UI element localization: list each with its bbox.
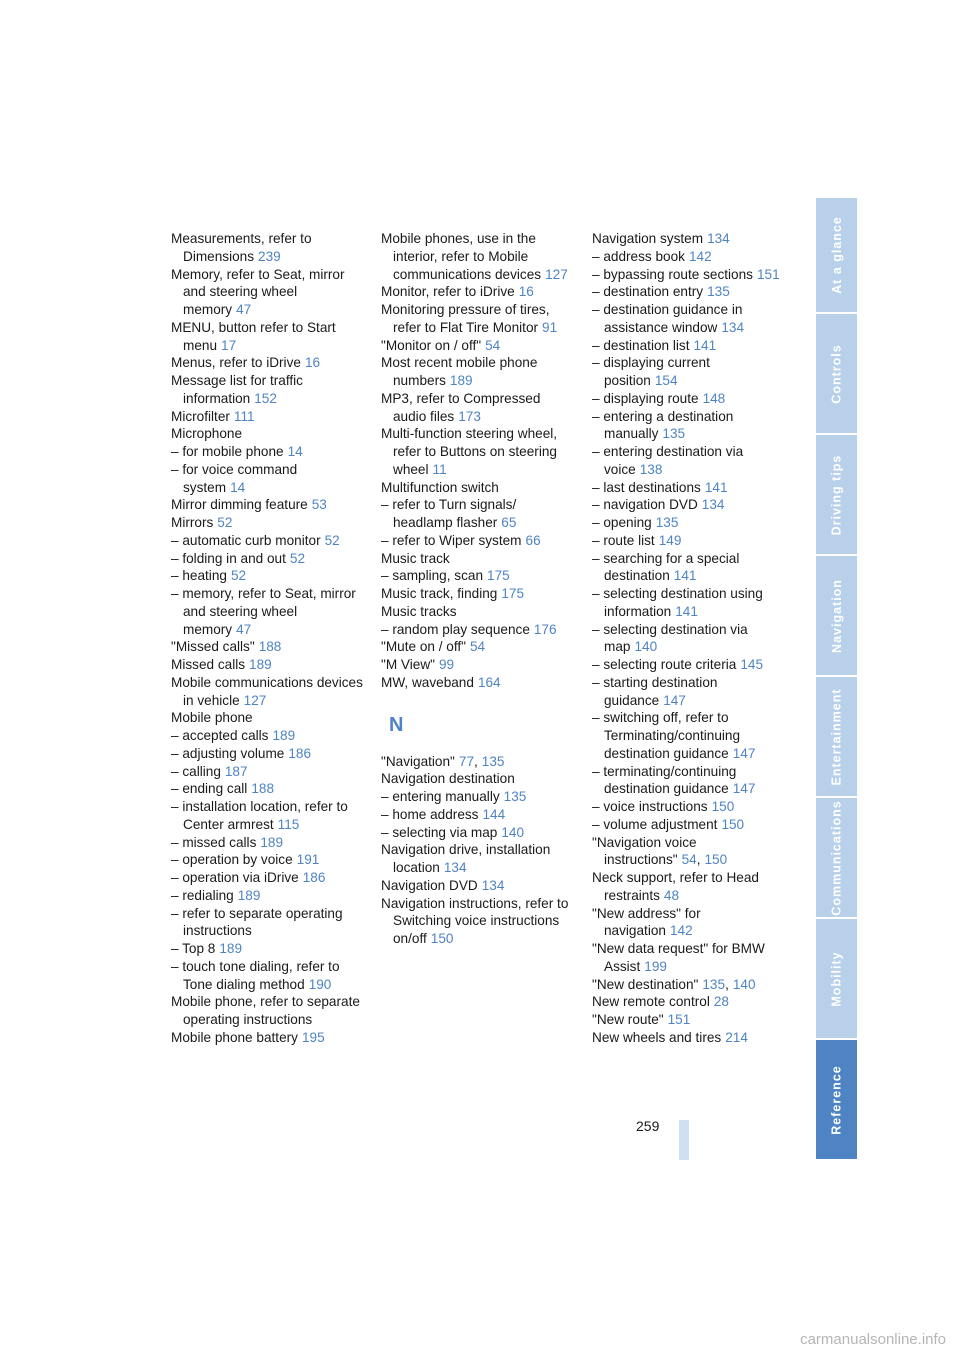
page-reference-link[interactable]: 189	[272, 728, 296, 743]
page-reference-link[interactable]: 138	[639, 461, 663, 477]
page-reference-link[interactable]: 186	[302, 870, 326, 885]
index-term: – redialing	[171, 887, 234, 903]
index-entry	[592, 443, 784, 479]
index-entry	[171, 408, 363, 426]
page-reference-link[interactable]: 135	[655, 515, 679, 530]
index-term: – destination entry	[592, 284, 704, 300]
page-reference-link[interactable]: 54	[469, 639, 486, 655]
index-entry	[171, 496, 363, 514]
page-reference-link[interactable]: 147	[732, 745, 756, 761]
page-reference-link[interactable]: 142	[688, 248, 712, 264]
tab-communications[interactable]: Communications	[816, 798, 857, 917]
index-term: Memory, refer to Seat, mirror and steering wheel memory	[171, 266, 345, 317]
index-entry	[381, 824, 573, 842]
index-entry	[592, 674, 784, 710]
index-entry	[381, 532, 573, 550]
page-reference-link[interactable]: 173	[458, 408, 481, 424]
index-term: – ending call	[171, 781, 248, 797]
index-term: "Navigation voice instructions"	[592, 834, 697, 868]
index-entry	[592, 656, 784, 674]
tab-controls[interactable]: Controls	[816, 314, 857, 433]
page-reference-link[interactable]: 188	[251, 781, 275, 797]
index-entry	[381, 479, 573, 497]
page-reference-link[interactable]: 191	[296, 852, 320, 868]
watermark: carmanualsonline.info	[800, 1331, 946, 1348]
index-entry	[592, 248, 784, 266]
index-entry	[171, 905, 363, 941]
page-reference-link[interactable]: 150	[721, 816, 745, 832]
index-term: Navigation destination	[381, 771, 515, 787]
page-reference-link[interactable]: 14	[230, 479, 246, 495]
index-entry	[592, 266, 784, 284]
index-entry	[381, 806, 573, 824]
index-term: Mobile phone battery	[171, 1029, 298, 1045]
page-reference-link[interactable]: 239	[258, 248, 281, 264]
index-term: New remote control	[592, 994, 710, 1010]
page-reference-link[interactable]: 164	[477, 674, 501, 690]
page-reference-link[interactable]: 145	[740, 657, 764, 672]
index-term: – address book	[592, 248, 685, 264]
index-entry	[171, 1029, 363, 1047]
index-entry	[171, 834, 363, 852]
page-reference-link[interactable]: 141	[673, 568, 697, 584]
index-entry	[381, 337, 573, 355]
page-reference-link[interactable]: 147	[663, 692, 686, 708]
index-entry: "New destination" 135, 140	[592, 976, 756, 992]
index-entry	[171, 461, 363, 497]
page-reference-link[interactable]: 140	[732, 976, 756, 992]
index-term: Mobile phone, refer to separate operating instructions	[171, 994, 360, 1027]
index-term: – memory, refer to Seat, mirror and steering wheel memory	[171, 586, 356, 637]
index-term: – refer to Wiper system	[381, 532, 522, 548]
index-entry	[171, 638, 363, 656]
index-entry	[592, 550, 784, 586]
page-reference-link[interactable]: 91	[542, 319, 558, 335]
index-entry	[592, 869, 784, 905]
page-reference-link[interactable]: 52	[324, 532, 340, 548]
index-term: – selecting destination via map	[592, 621, 748, 655]
page-number-bar	[679, 1120, 689, 1160]
page-reference-link[interactable]: 16	[518, 284, 534, 300]
page-reference-link[interactable]: 189	[249, 657, 272, 672]
page-reference-link[interactable]: 189	[237, 887, 261, 903]
index-entry	[381, 550, 573, 568]
index-term: – destination list	[592, 337, 690, 353]
index-term: Music tracks	[381, 603, 457, 619]
page-reference-link[interactable]: 176	[533, 621, 557, 637]
page-reference-link[interactable]: 54	[681, 852, 697, 868]
index-term: – entering destination via voice	[592, 444, 744, 477]
index-term: – random play sequence	[381, 621, 530, 637]
index-term: Message list for traffic information	[171, 373, 303, 406]
page-reference-link[interactable]: 52	[230, 568, 247, 584]
index-entry	[381, 603, 573, 621]
index-entry	[171, 230, 363, 266]
index-entry	[381, 621, 573, 639]
index-term: – route list	[592, 532, 655, 548]
index-entry	[592, 390, 784, 408]
page-reference-link[interactable]: 150	[430, 931, 454, 946]
index-term: Mobile phone	[171, 710, 253, 726]
index-term: – selecting via map	[381, 824, 498, 840]
page-reference-link[interactable]: 175	[501, 586, 525, 601]
index-entry	[171, 869, 363, 887]
index-entry: "Navigation" 77, 135	[381, 753, 505, 769]
page-reference-link[interactable]: 141	[704, 479, 728, 495]
index-entry	[592, 408, 784, 444]
index-term: – selecting destination using information	[592, 586, 763, 619]
index-term: Navigation DVD	[381, 877, 478, 893]
index-term: – automatic curb monitor	[171, 532, 321, 548]
index-entry	[381, 674, 573, 692]
page-reference-link[interactable]: 47	[236, 621, 252, 637]
index-entry	[381, 354, 573, 390]
index-term: Navigation instructions, refer to Switching voice instructions on/off	[381, 895, 569, 946]
index-entry	[592, 283, 784, 301]
index-column-2	[381, 230, 573, 948]
page-reference-link[interactable]: 199	[644, 958, 667, 974]
index-term: MENU, button refer to Start menu	[171, 319, 336, 353]
page-reference-link[interactable]: 189	[449, 373, 473, 388]
index-entry	[592, 301, 784, 337]
index-entry	[171, 585, 363, 638]
index-entry	[381, 283, 573, 301]
index-term: Menus, refer to iDrive	[171, 355, 301, 371]
index-term: – opening	[592, 515, 652, 530]
index-term: Microfilter	[171, 408, 230, 424]
tab-reference[interactable]: Reference	[816, 1040, 857, 1159]
index-term: Navigation system	[592, 231, 704, 246]
index-entry	[592, 763, 784, 799]
page-reference-link[interactable]: 47	[236, 302, 252, 317]
index-entry	[381, 496, 573, 532]
page-reference-link[interactable]: 189	[219, 941, 243, 956]
index-entry	[381, 895, 573, 948]
page-reference-link[interactable]: 135	[662, 426, 686, 442]
tab-mobility[interactable]: Mobility	[816, 919, 857, 1038]
page-reference-link[interactable]: 77	[458, 753, 475, 769]
index-column-3	[592, 230, 784, 1047]
page-reference-link[interactable]: 148	[702, 390, 726, 406]
index-entry	[592, 496, 784, 514]
index-term: Music track, finding	[381, 586, 498, 601]
index-term: – calling	[171, 763, 221, 779]
index-term: Monitoring pressure of tires, refer to Flat Tire Monitor	[381, 302, 550, 335]
index-term: "Monitor on / off"	[381, 337, 482, 353]
index-entry	[171, 993, 363, 1029]
index-entry	[592, 905, 784, 941]
page-reference-link[interactable]: 53	[311, 497, 327, 513]
index-term: Mirror dimming feature	[171, 497, 308, 513]
index-column-1	[171, 230, 363, 1047]
page-reference-link[interactable]: 127	[545, 266, 568, 282]
page-reference-link[interactable]: 190	[308, 976, 332, 992]
page-reference-link[interactable]: 195	[301, 1029, 325, 1045]
index-term: – touch tone dialing, refer to Tone dialing method	[171, 958, 340, 992]
index-entry	[381, 425, 573, 478]
index-entry	[381, 788, 573, 806]
index-entry	[171, 425, 363, 443]
index-term: Multifunction switch	[381, 479, 499, 495]
section-letter-heading: N	[389, 713, 404, 736]
index-entry	[171, 940, 363, 958]
page-reference-link[interactable]: 134	[707, 231, 730, 246]
index-entry	[171, 958, 363, 994]
index-term: Missed calls	[171, 657, 246, 672]
index-term: – accepted calls	[171, 728, 269, 743]
page-reference-link[interactable]: 186	[288, 745, 312, 761]
tab-entertainment[interactable]: Entertainment	[816, 677, 857, 796]
index-entry	[592, 1011, 784, 1029]
index-term: – operation via iDrive	[171, 870, 299, 885]
index-entry	[592, 993, 784, 1011]
index-term: Navigation drive, installation location	[381, 842, 551, 875]
page-reference-link[interactable]: 189	[260, 834, 284, 850]
index-entry	[381, 770, 573, 788]
index-term: Neck support, refer to Head restraints	[592, 870, 759, 903]
page-reference-link[interactable]: 66	[525, 532, 541, 548]
page-reference-link[interactable]: 111	[233, 408, 255, 424]
index-term: – volume adjustment	[592, 816, 718, 832]
page-reference-link[interactable]: 52	[217, 515, 233, 530]
index-entry	[171, 656, 363, 674]
index-term: – starting destination guidance	[592, 674, 718, 708]
index-entry	[171, 443, 363, 461]
index-term: "Missed calls"	[171, 639, 255, 655]
index-term: Mobile communications devices in vehicle	[171, 674, 363, 708]
page-reference-link[interactable]: 135	[503, 789, 527, 804]
index-term: – installation location, refer to Center armrest	[171, 799, 348, 832]
page-reference-link[interactable]: 17	[221, 337, 237, 353]
page-reference-link[interactable]: 175	[487, 568, 510, 584]
page-reference-link[interactable]: 142	[669, 923, 693, 939]
index-term: – switching off, refer to Terminating/continuing destination guidance	[592, 710, 741, 761]
chapter-tabs	[816, 198, 857, 1161]
index-entry	[592, 1029, 784, 1047]
index-term: Microphone	[171, 426, 243, 442]
index-entry	[592, 816, 784, 834]
page-reference-link[interactable]: 152	[254, 390, 277, 406]
index-term: Measurements, refer to Dimensions	[171, 231, 312, 264]
page-reference-link[interactable]: 127	[243, 692, 267, 708]
index-term: – displaying route	[592, 390, 699, 406]
index-term: – Top 8	[171, 941, 216, 956]
index-entry	[592, 709, 784, 762]
index-entry	[381, 841, 573, 877]
index-term: Music track	[381, 550, 450, 566]
index-entry	[381, 877, 573, 895]
index-term: – bypassing route sections	[592, 266, 753, 282]
index-term: "M View"	[381, 657, 435, 672]
index-entry	[381, 230, 573, 283]
index-entry	[592, 354, 784, 390]
index-entry	[171, 798, 363, 834]
index-entry	[381, 585, 573, 603]
index-entry	[171, 550, 363, 568]
page-reference-link[interactable]: 141	[675, 603, 698, 619]
index-entry	[592, 230, 784, 248]
index-entry	[171, 887, 363, 905]
index-entry	[171, 745, 363, 763]
index-term: – home address	[381, 806, 479, 822]
index-entry	[171, 727, 363, 745]
index-term: MW, waveband	[381, 674, 474, 690]
page-reference-link[interactable]: 147	[732, 781, 756, 797]
index-entry	[381, 638, 573, 656]
index-term: – destination guidance in assistance window	[592, 302, 743, 335]
index-entry	[381, 301, 573, 337]
index-term: Multi-function steering wheel, refer to Buttons on steering wheel	[381, 426, 558, 477]
index-term: "New destination"	[592, 976, 699, 992]
page-reference-link[interactable]: 48	[663, 887, 680, 903]
index-term: – displaying current position	[592, 355, 710, 388]
index-term: – folding in and out	[171, 550, 286, 566]
page-reference-link[interactable]: 115	[277, 816, 300, 832]
page-reference-link[interactable]: 134	[443, 860, 467, 875]
index-entry	[592, 940, 784, 976]
page-reference-link[interactable]: 14	[287, 444, 303, 459]
index-term: "New route"	[592, 1012, 664, 1027]
index-term: – missed calls	[171, 834, 257, 850]
index-entry	[171, 372, 363, 408]
index-entry	[592, 798, 784, 816]
page-reference-link[interactable]: 144	[482, 806, 506, 822]
index-entry	[381, 567, 573, 585]
page-reference-link[interactable]: 52	[289, 550, 306, 566]
index-entry	[171, 567, 363, 585]
page-reference-link[interactable]: 188	[258, 639, 282, 655]
index-term: Monitor, refer to iDrive	[381, 284, 515, 300]
index-term: Mobile phones, use in the interior, refer to Mobile communications devices	[381, 231, 542, 282]
page-reference-link[interactable]: 135	[707, 284, 730, 300]
tab-at-a-glance[interactable]: At a glance	[816, 198, 857, 312]
tab-navigation[interactable]: Navigation	[816, 556, 857, 675]
page-reference-link[interactable]: 151	[756, 266, 780, 282]
page-reference-link[interactable]: 150	[711, 799, 735, 814]
index-entry	[381, 656, 573, 674]
page-number: 259	[636, 1118, 660, 1134]
page-reference-link[interactable]: 141	[693, 337, 717, 353]
index-term: – entering a destination manually	[592, 408, 734, 442]
index-entry	[592, 514, 784, 532]
page-reference-link[interactable]: 54	[485, 337, 501, 353]
index-term: MP3, refer to Compressed audio files	[381, 390, 541, 424]
index-entry: "Navigation voice instructions" 54, 150	[592, 834, 728, 868]
index-term: – last destinations	[592, 479, 701, 495]
page-reference-link[interactable]: 140	[501, 824, 525, 840]
page-reference-link[interactable]: 11	[432, 461, 447, 477]
index-entry	[171, 851, 363, 869]
index-entry	[171, 709, 363, 727]
index-entry	[592, 479, 784, 497]
index-term: New wheels and tires	[592, 1029, 722, 1045]
page-reference-link[interactable]: 151	[667, 1012, 691, 1027]
index-entry	[171, 514, 363, 532]
page-reference-link[interactable]: 187	[224, 763, 248, 779]
index-term: – terminating/continuing destination guidance	[592, 763, 737, 797]
page-reference-link[interactable]: 134	[481, 877, 505, 893]
page-reference-link[interactable]: 99	[438, 657, 455, 672]
index-term: – operation by voice	[171, 852, 293, 868]
index-entry	[171, 354, 363, 372]
page-reference-link[interactable]: 140	[634, 639, 658, 655]
index-entry	[171, 319, 363, 355]
index-entry	[592, 337, 784, 355]
index-entry	[171, 780, 363, 798]
index-term: – for voice command system	[171, 461, 298, 495]
index-entry	[592, 585, 784, 621]
page-reference-link[interactable]: 134	[721, 319, 745, 335]
index-entry	[171, 266, 363, 319]
page-reference-link[interactable]: 28	[713, 994, 729, 1010]
index-term: – searching for a special destination	[592, 550, 740, 584]
index-term: "Navigation"	[381, 753, 455, 769]
index-entry	[171, 532, 363, 550]
index-term: Mirrors	[171, 515, 214, 530]
index-entry	[592, 532, 784, 550]
tab-driving-tips[interactable]: Driving tips	[816, 435, 857, 554]
page-reference-link[interactable]: 16	[304, 355, 321, 371]
index-term: – navigation DVD	[592, 497, 698, 513]
index-term: – heating	[171, 568, 227, 584]
index-entry	[381, 390, 573, 426]
index-term: Most recent mobile phone numbers	[381, 355, 538, 388]
index-term: – entering manually	[381, 789, 500, 804]
page-reference-link[interactable]: 154	[654, 373, 678, 388]
index-entry	[171, 674, 363, 710]
index-term: – for mobile phone	[171, 444, 284, 459]
index-term: – refer to separate operating instructions	[171, 905, 343, 939]
index-term: "Mute on / off"	[381, 639, 466, 655]
index-term: – sampling, scan	[381, 568, 484, 584]
index-entry	[592, 621, 784, 657]
index-term: – voice instructions	[592, 799, 708, 814]
index-term: "New address" for navigation	[592, 905, 701, 939]
page-reference-link[interactable]: 150	[704, 852, 728, 868]
index-term: – adjusting volume	[171, 745, 285, 761]
index-term: "New data request" for BMW Assist	[592, 941, 765, 974]
page-reference-link[interactable]: 135	[702, 976, 726, 992]
page-reference-link[interactable]: 135	[481, 753, 505, 769]
page-reference-link[interactable]: 214	[725, 1029, 748, 1045]
page-reference-link[interactable]: 65	[501, 515, 517, 530]
index-term: – selecting route criteria	[592, 657, 737, 672]
page-reference-link[interactable]: 134	[701, 497, 725, 513]
index-term: – refer to Turn signals/ headlamp flasher	[381, 497, 517, 530]
index-entry	[171, 763, 363, 781]
page-reference-link[interactable]: 149	[658, 532, 682, 548]
